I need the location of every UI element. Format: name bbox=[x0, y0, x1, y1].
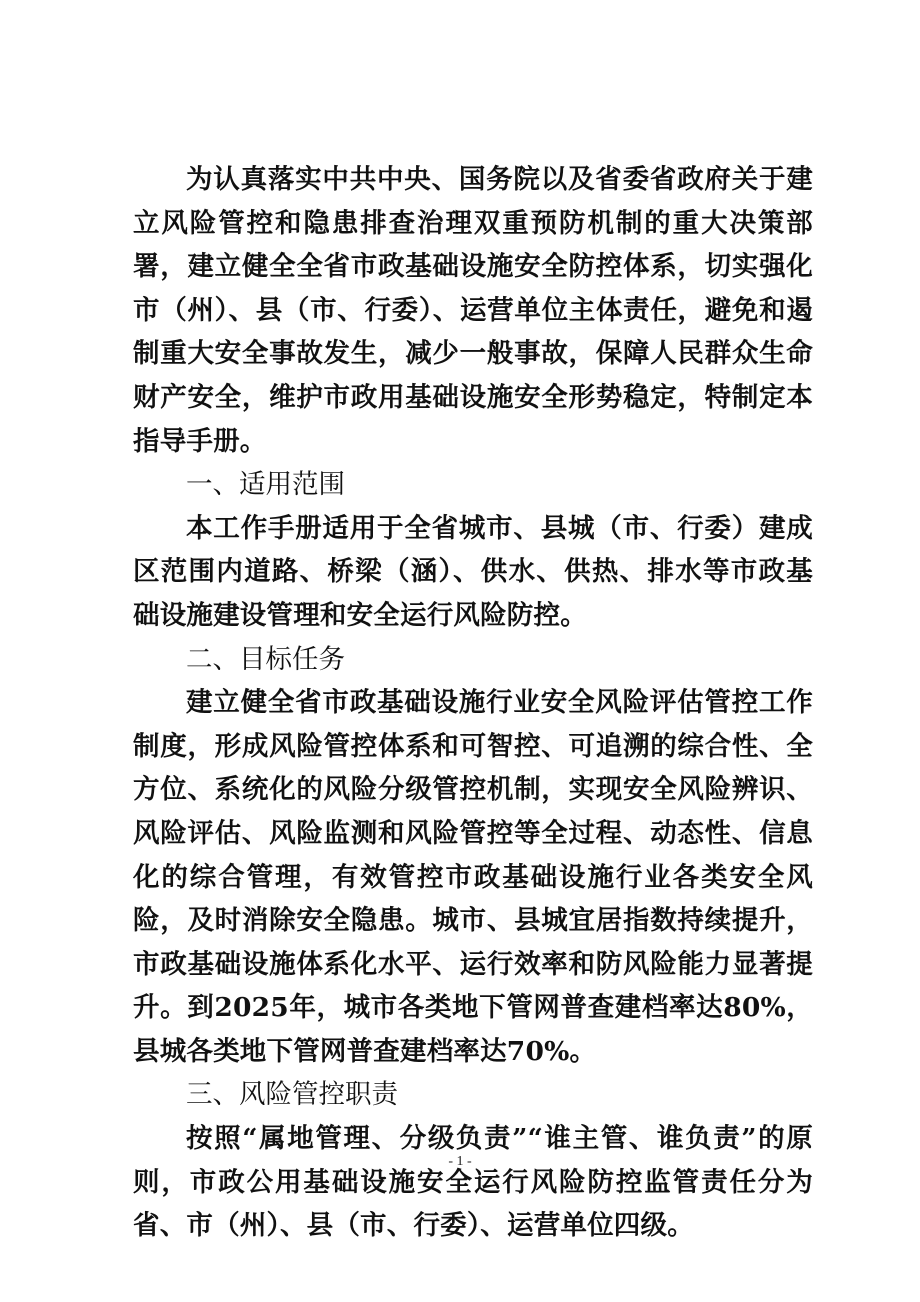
scope-paragraph: 本工作手册适用于全省城市、县城（市、行委）建成区范围内道路、桥梁（涵）、供水、供热、排水等市政基础设施建设管理和安全运行风险防控。 bbox=[133, 512, 813, 631]
intro-paragraph: 为认真落实中共中央、国务院以及省委省政府关于建立风险管控和隐患排查治理双重预防机制的重大决策部署，建立健全全省市政基础设施安全防控体系，切实强化市（州）、县（市、行委）、运营单位主体责任，避免和遏制重大安全事故发生，减少一般事故，保障人民群众生命财产安全，维护市政用基础设施安全形势稳定，特制定本指导手册。 bbox=[133, 164, 813, 457]
section-heading-scope: 一、适用范围 bbox=[186, 469, 345, 501]
goals-paragraph: 建立健全省市政基础设施行业安全风险评估管控工作制度，形成风险管控体系和可智控、可追溯的综合性、全方位、系统化的风险分级管控机制，实现安全风险辨识、风险评估、风险监测和风险管控等全过程、动态性、信息化的综合管理，有效管控市政基础设施行业各类安全风险，及时消除安全隐患。城市、县城宜居指数持续提升，市政基础设施体系化水平、运行效率和防风险能力显著提升。到2025年，城市各类地下管网普查建档率达80%，县城各类地下管网普查建档率达70%。 bbox=[133, 687, 813, 1067]
section-heading-responsibilities: 三、风险管控职责 bbox=[186, 1079, 398, 1111]
document-body bbox=[133, 158, 813, 1248]
responsibilities-paragraph: 按照“属地管理、分级负责”“谁主管、谁负责”的原则，市政公用基础设施安全运行风险防控监管责任分为省、市（州）、县（市、行委）、运营单位四级。 bbox=[133, 1123, 813, 1242]
section-heading-goals: 二、目标任务 bbox=[186, 643, 345, 675]
page-number: - 1 - bbox=[448, 1154, 472, 1169]
